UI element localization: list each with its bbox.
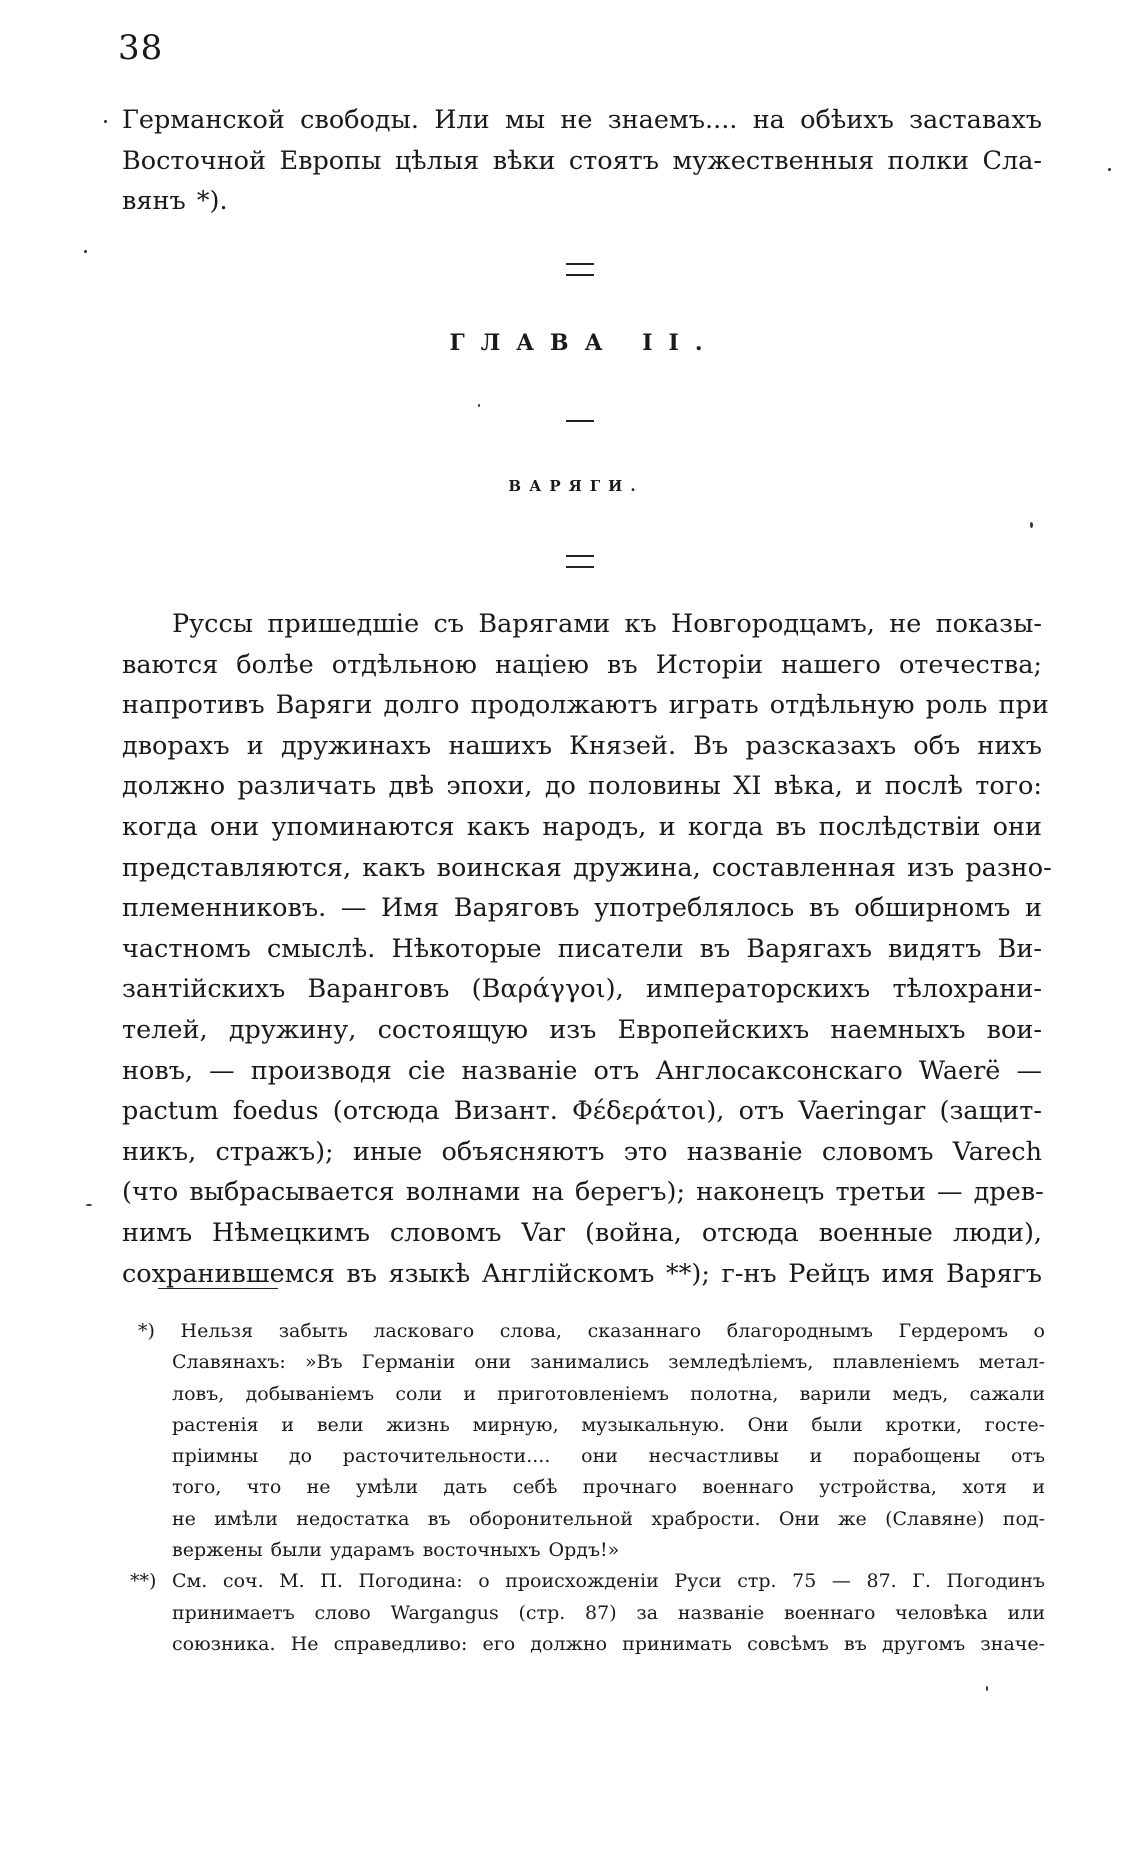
text-line: новъ, — производя сіе названіе отъ Англосаксонскаго Waerë — xyxy=(122,1055,1042,1086)
footnotes xyxy=(130,1316,1045,1660)
text-line: сохранившемся въ языкѣ Англійскомъ **); г-нъ Рейцъ имя Варягъ xyxy=(122,1258,1042,1289)
scan-speck xyxy=(1030,522,1033,528)
text-line: зантійскихъ Варанговъ (Βαράγγοι), императорскихъ тѣлохрани- xyxy=(122,974,1042,1005)
footnote-line: Славянахъ: »Въ Германіи они занимались земледѣліемъ, плавленіемъ метал- xyxy=(172,1351,1045,1374)
footnote-line: ловъ, добываніемъ соли и приготовленіемъ полотна, варили медъ, сажали xyxy=(172,1382,1045,1405)
text-line: когда они упоминаются какъ народъ, и когда въ послѣдствіи они xyxy=(122,811,1042,842)
text-line: Восточной Европы цѣлыя вѣки стоятъ мужественныя полки Сла- xyxy=(122,145,1042,176)
text-line: ваются болѣе отдѣльною націею въ Исторіи нашего отечества; xyxy=(122,649,1042,680)
scan-speck xyxy=(1108,168,1111,171)
footnote-line: принимаетъ слово Wargangus (стр. 87) за названіе военнаго человѣка или xyxy=(172,1601,1045,1624)
double-rule-divider xyxy=(566,555,594,568)
footnote-line: **) См. соч. М. П. Погодина: о происхожденіи Руси стр. 75 — 87. Г. Погодинъ xyxy=(130,1570,1045,1593)
single-rule-divider xyxy=(566,420,594,422)
text-line: представляются, какъ воинская дружина, составленная изъ разно- xyxy=(122,852,1052,883)
footnote-line: вержены были ударамъ восточныхъ Ордъ!» xyxy=(172,1539,620,1562)
text-line: Германской свободы. Или мы не знаемъ.... на обѣихъ заставахъ xyxy=(122,105,1042,135)
text-line: телей, дружину, состоящую изъ Европейскихъ наемныхъ вои- xyxy=(122,1014,1042,1045)
text-line: напротивъ Варяги долго продолжаютъ играть отдѣльную роль при xyxy=(122,690,1049,721)
text-line: никъ, стражъ); иные объясняютъ это названіе словомъ Varech xyxy=(122,1136,1042,1167)
text-line: вянъ *). xyxy=(122,186,228,217)
body-paragraph xyxy=(122,604,1052,1294)
scan-speck xyxy=(86,1204,92,1206)
page-number: 38 xyxy=(118,28,164,68)
footnote-line: растенія и вели жизнь мирную, музыкальную. Они были кротки, госте- xyxy=(172,1413,1045,1436)
footnote-line: пріимны до расточительности.... они несчастливы и порабощены отъ xyxy=(172,1445,1045,1468)
footnote-line: союзника. Не справедливо: его должно принимать совсѣмъ въ другомъ значе- xyxy=(172,1632,1045,1655)
footnote-line: *) Нельзя забыть ласковаго слова, сказаннаго благороднымъ Гердеромъ о xyxy=(138,1320,1045,1342)
scan-speck xyxy=(478,404,480,407)
section-title: ВАРЯГИ. xyxy=(508,477,644,495)
double-rule-divider xyxy=(566,263,594,276)
text-line: племенниковъ. — Имя Варяговъ употреблялось въ обширномъ и xyxy=(122,893,1042,924)
intro-paragraph xyxy=(122,100,1042,222)
footnote-line: того, что не умѣли дать себѣ прочнаго военнаго устройства, хотя и xyxy=(172,1476,1045,1499)
scan-speck xyxy=(84,250,87,253)
text-line: (что выбрасывается волнами на берегъ); наконецъ третьи — древ- xyxy=(122,1177,1044,1208)
text-line: дворахъ и дружинахъ нашихъ Князей. Въ разсказахъ объ нихъ xyxy=(122,730,1042,761)
text-line: pactum foedus (отсюда Визант. Φέδεράτοι), отъ Vaeringar (защит- xyxy=(122,1096,1042,1127)
scan-speck xyxy=(104,120,107,123)
footnote-line: не имѣли недостатка въ оборонительной храбрости. Они же (Славяне) под- xyxy=(172,1507,1045,1530)
chapter-title: ГЛАВА II. xyxy=(449,330,719,356)
text-line: частномъ смыслѣ. Нѣкоторые писатели въ Варягахъ видятъ Ви- xyxy=(122,933,1042,964)
text-line: нимъ Нѣмецкимъ словомъ Var (война, отсюда военные люди), xyxy=(122,1217,1042,1248)
text-line: должно различать двѣ эпохи, до половины XI вѣка, и послѣ того: xyxy=(122,771,1042,802)
footnote-separator xyxy=(158,1288,278,1289)
text-line: Руссы пришедшіе съ Варягами къ Новгородцамъ, не показы- xyxy=(172,609,1042,639)
scan-speck xyxy=(986,1686,988,1691)
